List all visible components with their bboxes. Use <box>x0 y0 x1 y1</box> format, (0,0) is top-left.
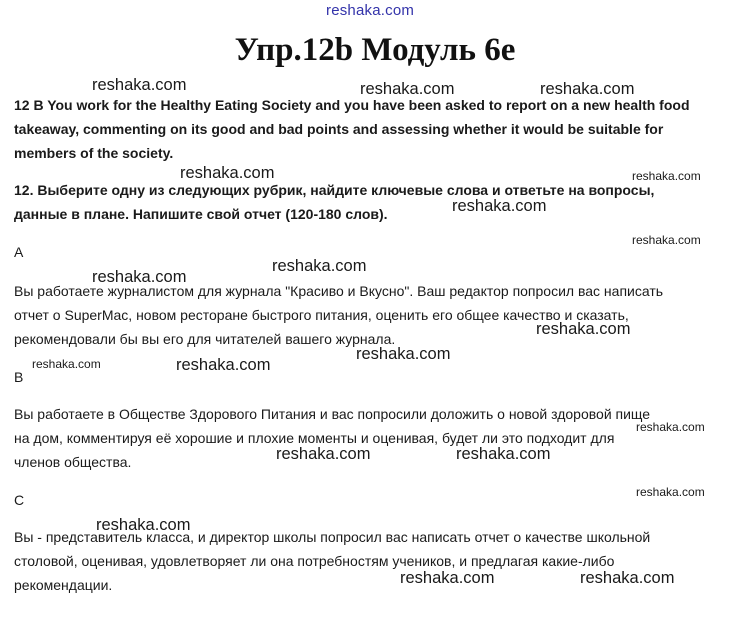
option-line: рекомендации. <box>14 577 113 593</box>
page-title: Упр.12b Модуль 6e <box>234 32 516 68</box>
option-line: на дом, комментируя её хорошие и плохие моменты и оценивая, будет ли это подходит для <box>14 430 615 446</box>
option-text-c <box>14 525 650 597</box>
watermark: reshaka.com <box>272 257 367 275</box>
option-line: Вы работаете журналистом для журнала "Красиво и Вкусно". Ваш редактор попросил вас написать <box>14 283 664 299</box>
watermark: reshaka.com <box>92 268 187 286</box>
watermark: reshaka.com <box>452 197 547 215</box>
option-line: рекомендовали бы вы его для читателей вашего журнала. <box>14 331 396 347</box>
watermark: reshaka.com <box>632 233 701 247</box>
task-english-line: takeaway, commenting on its good and bad points and assessing whether it would be suitable for <box>14 121 664 137</box>
task-english <box>14 93 690 165</box>
option-text-a <box>14 279 663 351</box>
option-line: столовой, оценивая, удовлетворяет ли она потребностям учеников, и предлагая какие-либо <box>14 553 615 569</box>
site-link[interactable]: reshaka.com <box>326 2 415 19</box>
option-line: Вы работаете в Обществе Здорового Питания и вас попросили доложить о новой здоровой пище <box>14 406 651 422</box>
option-letter-b: B <box>14 369 24 385</box>
watermark: reshaka.com <box>92 76 187 94</box>
task-english-line: 12 B You work for the Healthy Eating Society and you have been asked to report on a new health food <box>14 97 690 113</box>
option-letter-c: C <box>14 492 25 508</box>
task-russian-line: данные в плане. Напишите свой отчет (120-180 слов). <box>14 206 388 222</box>
watermark: reshaka.com <box>632 169 701 183</box>
watermark: reshaka.com <box>360 80 455 98</box>
task-english-line: members of the society. <box>14 145 174 161</box>
watermark: reshaka.com <box>580 569 675 587</box>
watermark: reshaka.com <box>636 485 705 499</box>
task-russian-line: 12. Выберите одну из следующих рубрик, найдите ключевые слова и ответьте на вопросы, <box>14 182 655 198</box>
option-line: Вы - представитель класса, и директор школы попросил вас написать отчет о качестве школьной <box>14 529 651 545</box>
watermark: reshaka.com <box>96 516 191 534</box>
watermark: reshaka.com <box>32 357 101 371</box>
task-russian <box>14 178 654 226</box>
option-line: членов общества. <box>14 454 132 470</box>
watermark: reshaka.com <box>276 445 371 463</box>
watermark: reshaka.com <box>540 80 635 98</box>
option-line: отчет о SuperMac, новом ресторане быстрого питания, оценить его общее качество и сказать, <box>14 307 629 323</box>
watermark: reshaka.com <box>180 164 275 182</box>
watermark: reshaka.com <box>400 569 495 587</box>
option-letter-a: A <box>14 244 24 260</box>
watermark: reshaka.com <box>636 420 705 434</box>
watermark: reshaka.com <box>176 356 271 374</box>
watermark: reshaka.com <box>356 345 451 363</box>
watermark: reshaka.com <box>536 320 631 338</box>
watermark: reshaka.com <box>456 445 551 463</box>
